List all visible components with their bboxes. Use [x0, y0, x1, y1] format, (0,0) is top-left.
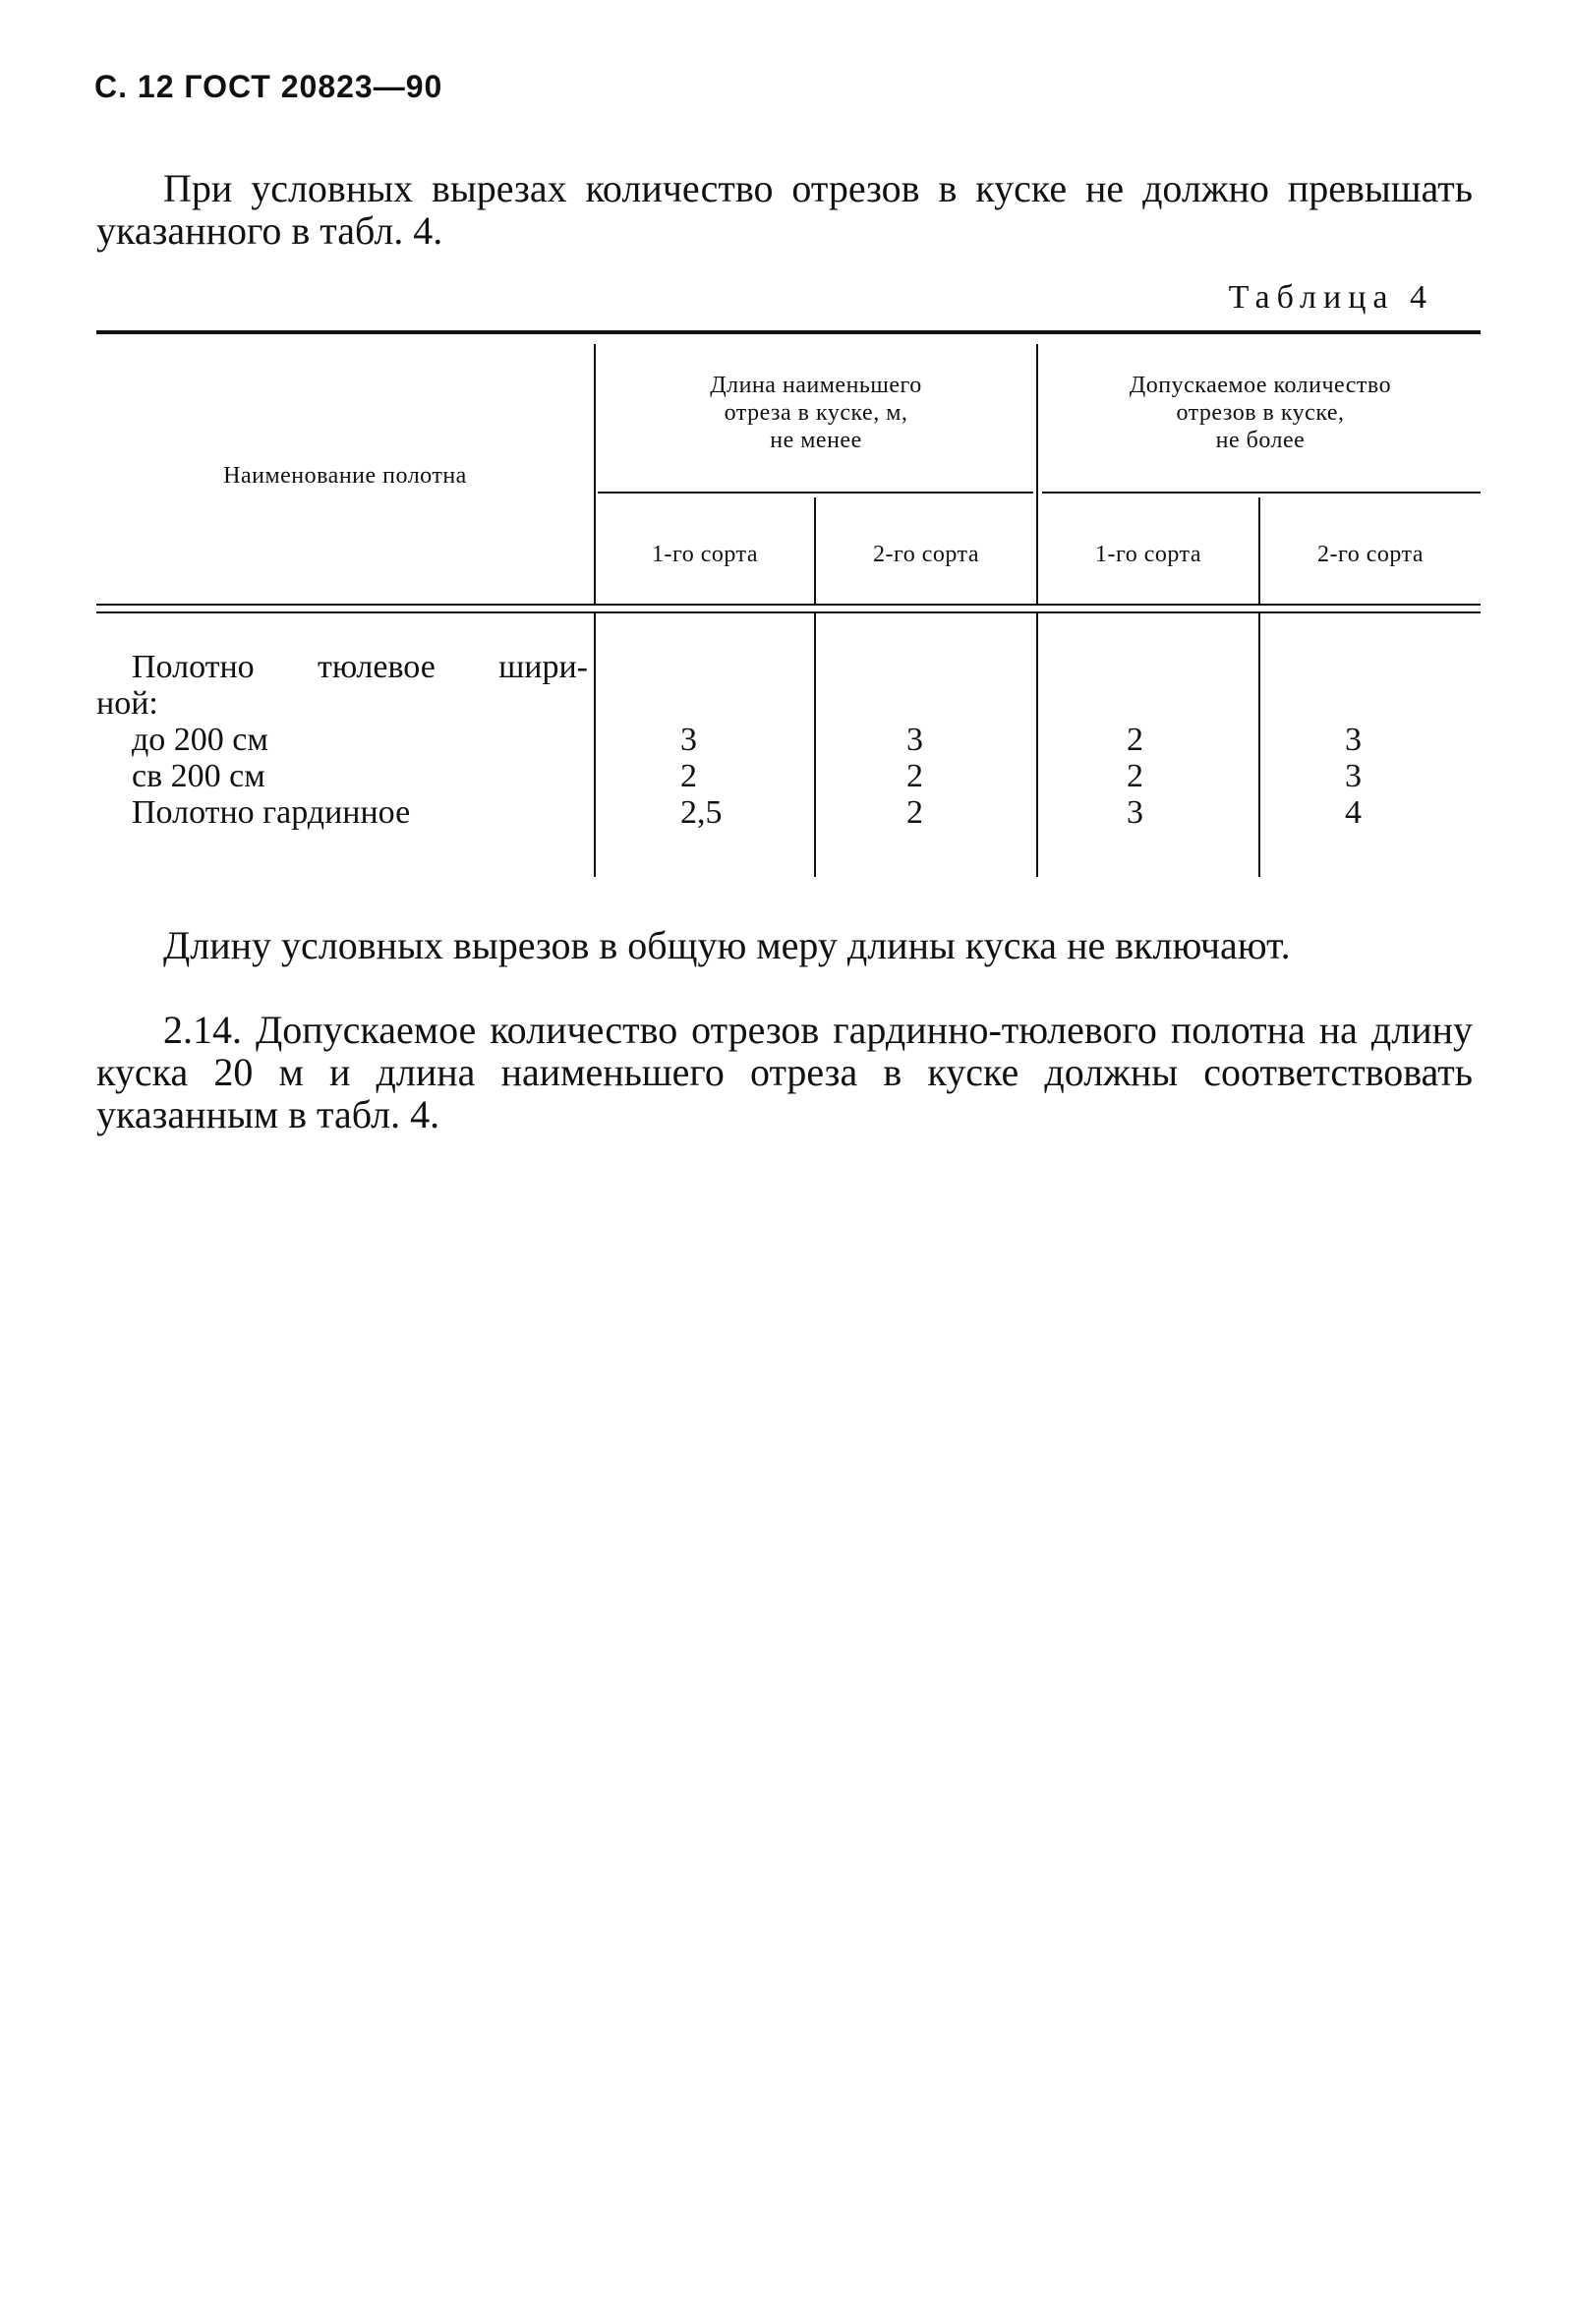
paragraph-2-14-text: Допускаемое количество отрезов гардинно-тюлевого полотна на длину куска 20 м и длина наименьшего отреза в куске должны соответствовать указанным в табл. 4. [96, 1008, 1474, 1136]
cell-value: 3 [1345, 722, 1362, 758]
column-header-length-sort1: 1-го сорта [651, 542, 758, 567]
column-header-name: Наименование полотна [223, 463, 467, 489]
column-header-count-sort2: 2-го сорта [1316, 542, 1424, 567]
column-group-header-count-line: Допускаемое количество [1129, 373, 1392, 398]
row-label-tulle [132, 649, 588, 685]
row-label-curtain: Полотно гардинное [132, 794, 411, 831]
column-group-header-length-line: Длина наименьшего [710, 373, 922, 398]
column-group-header-count [1040, 372, 1481, 454]
header-bottom-rule-1 [96, 604, 1481, 606]
paragraph-2-14 [96, 1009, 1473, 1135]
table-vline-2-body [814, 613, 816, 877]
cell-value: 2 [1127, 722, 1143, 758]
header-group-rule-2 [1042, 492, 1481, 494]
paragraph-intro [96, 167, 1473, 252]
column-group-header-count-line: не более [1215, 428, 1306, 453]
paragraph-number: 2.14. [163, 1008, 242, 1052]
row-label-over-200: св 200 см [132, 758, 265, 794]
column-group-header-length-line: отреза в куске, м, [724, 400, 908, 426]
column-group-header-count-line: отрезов в куске, [1176, 400, 1345, 426]
header-bottom-rule-2 [96, 611, 1481, 613]
table-vline-4-body [1258, 613, 1260, 877]
row-label-up-to-200: до 200 см [132, 722, 268, 758]
cell-value: 3 [1345, 758, 1362, 794]
cell-value: 3 [1127, 794, 1143, 831]
paragraph-lengths [96, 924, 1473, 966]
column-group-header-length-line: не менее [770, 428, 862, 453]
table-caption: Таблица 4 [1228, 279, 1433, 316]
cell-value: 2 [680, 758, 697, 794]
table-top-rule [96, 330, 1481, 334]
cell-value: 2 [906, 758, 923, 794]
cell-value: 3 [680, 722, 697, 758]
cell-value: 2 [906, 794, 923, 831]
row-label-tulle-cont: ной: [96, 685, 158, 722]
header-group-rule-1 [598, 492, 1033, 494]
cell-value: 2,5 [680, 794, 723, 831]
paragraph-lengths-text: Длину условных вырезов в общую меру длины куска не включают. [163, 923, 1291, 967]
cell-value: 4 [1345, 794, 1362, 831]
column-group-header-length [598, 372, 1034, 454]
paragraph-intro-text: При условных вырезах количество отрезов в куске не должно превышать указанного в табл. 4. [96, 166, 1473, 253]
row-label-tulle-line: Полотно тюлевое шири- [132, 649, 588, 685]
table-vline-3-body [1036, 613, 1038, 877]
column-header-length-sort2: 2-го сорта [872, 542, 979, 567]
table-vline-1-body [594, 613, 596, 877]
cell-value: 3 [906, 722, 923, 758]
column-header-count-sort1: 1-го сорта [1094, 542, 1201, 567]
page-header: С. 12 ГОСТ 20823—90 [94, 69, 443, 104]
cell-value: 2 [1127, 758, 1143, 794]
